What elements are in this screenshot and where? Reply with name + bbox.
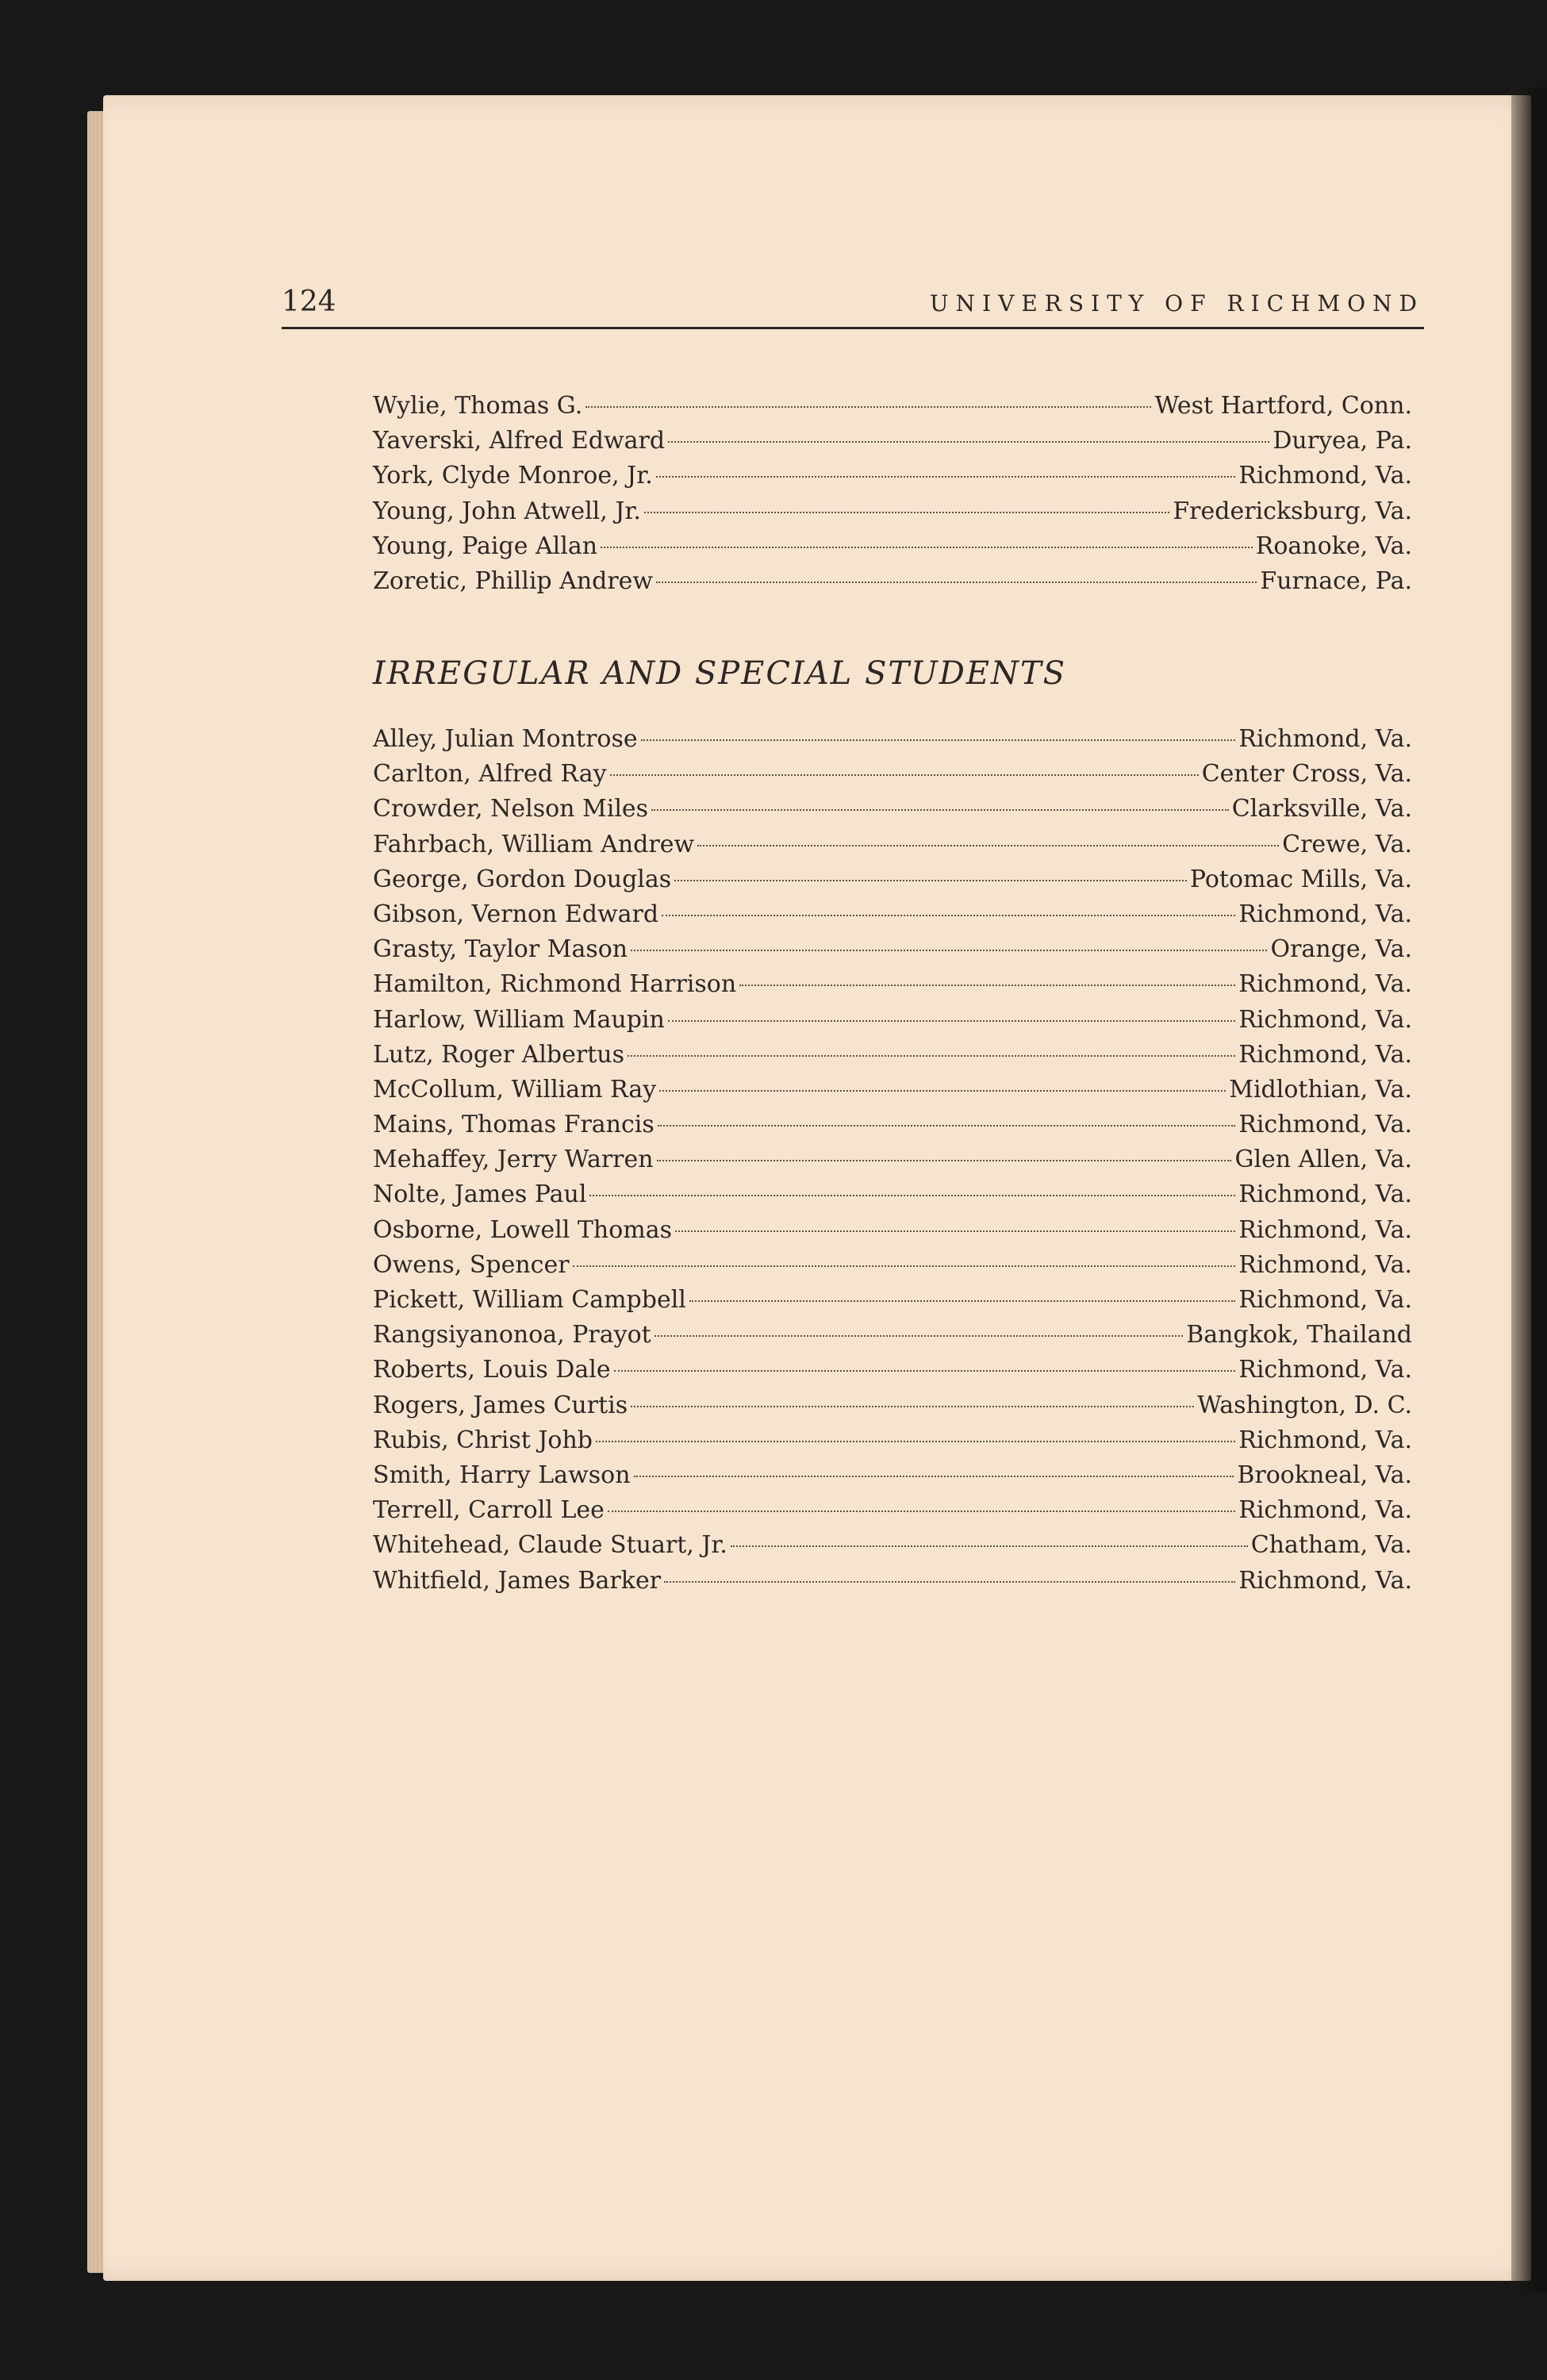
list-item [373,1107,1412,1142]
special-student-list [373,722,1412,1599]
dot-leader [731,1545,1248,1547]
hometown: Glen Allen, Va. [1234,1146,1412,1174]
running-head: UNIVERSITY OF RICHMOND [929,290,1424,317]
dot-leader [654,1335,1184,1337]
student-name: York, Clyde Monroe, Jr. [373,462,653,490]
dot-leader [589,1195,1235,1196]
hometown: Richmond, Va. [1238,1005,1412,1034]
hometown: Chatham, Va. [1250,1531,1412,1560]
dot-leader [668,441,1269,443]
hometown: Crewe, Va. [1282,830,1412,858]
dot-leader [664,1581,1235,1583]
dot-leader [656,582,1257,583]
list-item [373,1388,1412,1423]
student-name: George, Gordon Douglas [373,865,672,893]
student-name: McCollum, William Ray [373,1075,657,1104]
dot-leader [601,547,1253,548]
hometown: Midlothian, Va. [1229,1075,1412,1104]
student-name: Alley, Julian Montrose [373,725,638,753]
continued-student-list [373,389,1412,599]
student-name: Harlow, William Maupin [373,1005,665,1034]
hometown: Richmond, Va. [1238,1040,1412,1069]
list-item [373,1353,1412,1388]
student-name: Gibson, Vernon Edward [373,900,659,928]
hometown: Richmond, Va. [1238,900,1412,928]
student-name: Roberts, Louis Dale [373,1356,611,1384]
list-item [373,1003,1412,1038]
hometown: Washington, D. C. [1197,1391,1412,1419]
hometown: Richmond, Va. [1238,462,1412,490]
list-item [373,1458,1412,1493]
hometown: Richmond, Va. [1238,725,1412,753]
hometown: Richmond, Va. [1238,1250,1412,1279]
section-heading: IRREGULAR AND SPECIAL STUDENTS [373,655,1067,692]
list-item [373,1177,1412,1212]
list-item [373,1073,1412,1107]
dot-leader [668,1020,1235,1022]
list-item [373,792,1412,827]
hometown: Richmond, Va. [1238,1426,1412,1454]
hometown: Richmond, Va. [1238,1180,1412,1209]
dot-leader [739,985,1235,986]
dot-leader [658,1125,1235,1127]
hometown: Richmond, Va. [1238,1215,1412,1244]
student-name: Whitfield, James Barker [373,1566,662,1595]
student-name: Grasty, Taylor Mason [373,935,628,964]
hometown: Richmond, Va. [1238,1356,1412,1384]
student-name: Fahrbach, William Andrew [373,830,695,858]
student-name: Osborne, Lowell Thomas [373,1215,673,1244]
dot-leader [634,1476,1234,1477]
student-name: Crowder, Nelson Miles [373,795,649,823]
hometown: Orange, Va. [1270,935,1412,964]
list-item [373,757,1412,792]
list-item [373,1564,1412,1599]
dot-leader [596,1441,1235,1442]
list-item [373,529,1412,564]
dot-leader [628,1055,1235,1057]
dot-leader [631,950,1267,951]
student-name: Pickett, William Campbell [373,1286,686,1314]
list-item [373,1142,1412,1177]
list-item [373,389,1412,424]
list-item [373,1528,1412,1563]
hometown: Roanoke, Va. [1255,532,1412,560]
dot-leader [657,1160,1232,1161]
student-name: Hamilton, Richmond Harrison [373,970,737,999]
dot-leader [651,809,1229,811]
student-name: Carlton, Alfred Ray [373,760,607,789]
student-name: Terrell, Carroll Lee [373,1496,605,1525]
hometown: Furnace, Pa. [1260,566,1412,595]
dot-leader [675,1230,1235,1232]
hometown: Clarksville, Va. [1231,795,1412,823]
hometown: Fredericksburg, Va. [1173,497,1412,525]
hometown: Richmond, Va. [1238,1286,1412,1314]
dot-leader [644,512,1169,513]
list-item [373,967,1412,1002]
list-item [373,1423,1412,1458]
dot-leader [656,476,1235,478]
student-name: Mains, Thomas Francis [373,1111,654,1139]
list-item [373,1318,1412,1353]
dot-leader [610,774,1199,776]
list-item [373,1038,1412,1073]
hometown: Duryea, Pa. [1273,427,1412,455]
dot-leader [674,880,1187,881]
student-name: Rangsiyanonoa, Prayot [373,1321,651,1349]
student-name: Yaverski, Alfred Edward [373,427,666,455]
student-name: Mehaffey, Jerry Warren [373,1146,654,1174]
list-item [373,932,1412,967]
student-name: Young, John Atwell, Jr. [373,497,641,525]
student-name: Young, Paige Allan [373,532,598,560]
page-number: 124 [282,286,336,318]
list-item [373,564,1412,599]
student-name: Wylie, Thomas G. [373,392,583,420]
student-name: Lutz, Roger Albertus [373,1040,624,1069]
list-item [373,1213,1412,1248]
list-item [373,897,1412,932]
student-name: Owens, Spencer [373,1250,570,1279]
hometown: Brookneal, Va. [1237,1461,1412,1489]
list-item [373,862,1412,897]
hometown: Potomac Mills, Va. [1189,865,1412,893]
page-header [282,286,1424,329]
hometown: Richmond, Va. [1238,970,1412,999]
student-name: Whitehead, Claude Stuart, Jr. [373,1531,727,1560]
hometown: West Hartford, Conn. [1154,392,1412,420]
dot-leader [689,1300,1235,1302]
student-name: Rogers, James Curtis [373,1391,628,1419]
student-name: Smith, Harry Lawson [373,1461,631,1489]
list-item [373,459,1412,493]
dot-leader [631,1406,1194,1407]
list-item [373,494,1412,529]
hometown: Bangkok, Thailand [1186,1321,1412,1349]
list-item [373,1493,1412,1528]
hometown: Richmond, Va. [1238,1566,1412,1595]
hometown: Richmond, Va. [1238,1496,1412,1525]
dot-leader [614,1370,1236,1372]
dot-leader [662,915,1235,916]
dot-leader [573,1265,1236,1267]
dot-leader [659,1090,1226,1092]
spine-shadow [1511,87,1547,2293]
list-item [373,827,1412,862]
student-name: Zoretic, Phillip Andrew [373,566,654,595]
hometown: Richmond, Va. [1238,1111,1412,1139]
student-name: Nolte, James Paul [373,1180,587,1209]
hometown: Center Cross, Va. [1201,760,1412,789]
list-item [373,424,1412,459]
dot-leader [585,406,1151,408]
dot-leader [608,1511,1235,1512]
list-item [373,1283,1412,1318]
list-item [373,1248,1412,1283]
list-item [373,722,1412,757]
student-name: Rubis, Christ Johb [373,1426,593,1454]
dot-leader [697,845,1279,846]
dot-leader [641,739,1236,741]
